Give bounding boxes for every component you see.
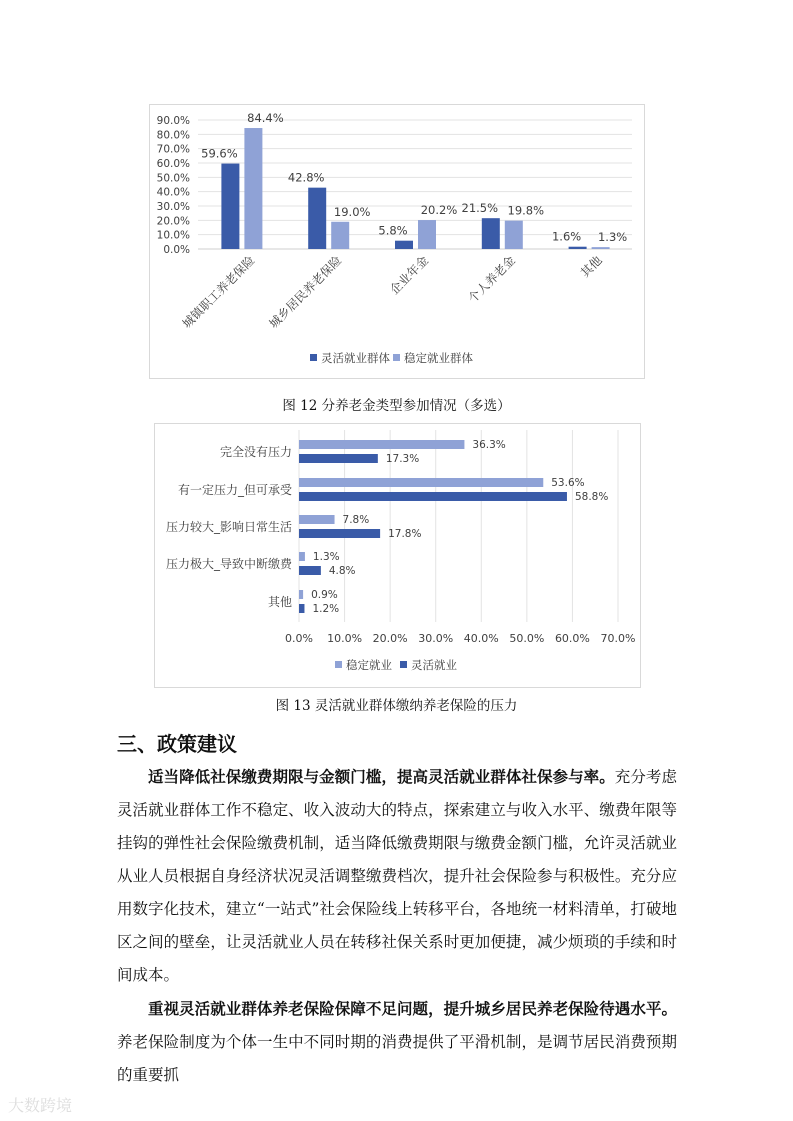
bar-stable: [244, 128, 262, 249]
x-tick-label: 60.0%: [554, 632, 590, 645]
data-label: 59.6%: [201, 146, 238, 161]
x-tick-label: 20.0%: [372, 632, 408, 645]
category-label: 其他: [577, 253, 605, 281]
data-label: 53.6%: [551, 477, 585, 489]
data-label: 84.4%: [247, 111, 284, 126]
bar-flexible: [299, 492, 567, 501]
legend-label: 稳定就业: [346, 658, 392, 672]
data-label: 1.6%: [551, 229, 582, 244]
legend-label: 灵活就业: [411, 658, 457, 672]
bar-flexible: [308, 188, 326, 249]
bar-stable: [505, 221, 523, 249]
legend-label: 稳定就业群体: [404, 351, 473, 365]
data-label: 58.8%: [574, 491, 609, 503]
y-tick-label: 70.0%: [156, 143, 190, 156]
legend-swatch: [310, 354, 317, 361]
x-tick-label: 40.0%: [463, 632, 499, 645]
y-tick-label: 50.0%: [156, 172, 190, 185]
legend-swatch: [400, 661, 407, 668]
y-tick-label: 90.0%: [156, 115, 190, 127]
category-label: 城乡居民养老保险: [266, 253, 345, 332]
category-label: 个人养老金: [465, 253, 518, 306]
y-tick-label: 20.0%: [156, 215, 190, 228]
paragraph-1-lead: 适当降低社保缴费期限与金额门槛，提高灵活就业群体社保参与率。: [148, 767, 615, 786]
bar-stable: [299, 478, 543, 487]
y-tick-label: 60.0%: [156, 158, 190, 170]
x-tick-label: 10.0%: [327, 632, 363, 645]
body-text: [117, 760, 677, 1092]
paragraph-1: [117, 760, 677, 992]
paragraph-2-text: 养老保险制度为个体一生中不同时期的消费提供了平滑机制，是调节居民消费预期的重要抓: [117, 1033, 677, 1084]
paragraph-2: [117, 992, 677, 1092]
data-label: 36.3%: [472, 439, 506, 451]
bar-stable: [299, 515, 335, 524]
watermark-logo: 大数跨境: [8, 1096, 73, 1115]
bar-stable: [418, 220, 436, 249]
x-tick-label: 50.0%: [509, 632, 545, 645]
bar-stable: [299, 440, 464, 449]
category-label: 完全没有压力: [219, 445, 292, 459]
data-label: 5.8%: [378, 223, 408, 238]
bar-chart-svg: [150, 105, 644, 378]
category-label: 压力极大_导致中断缴费: [165, 557, 292, 571]
data-label: 1.3%: [597, 230, 628, 245]
data-label: 1.3%: [312, 551, 340, 563]
paragraph-1-text: 充分考虑灵活就业群体工作不稳定、收入波动大的特点，探索建立与收入水平、缴费年限等挂钩的弹性社会保险缴费机制，适当降低缴费期限与缴费金额门槛，允许灵活就业从业人员根据自身经济状况灵活调整缴费档次，提升社会保险参与积极性。充分应用数字化技术，建立“一站式”社会保险线上转移平台，各地统一材料清单，打破地区之间的壁垒，让灵活就业人员在转移社保关系时更加便捷，减少烦琐的手续和时间成本。: [117, 768, 677, 984]
category-label: 企业年金: [387, 253, 432, 298]
data-label: 42.8%: [287, 170, 325, 185]
legend-swatch: [335, 661, 342, 668]
y-tick-label: 0.0%: [163, 244, 190, 256]
data-label: 4.8%: [328, 565, 356, 577]
bar-flexible: [299, 604, 304, 613]
bar-flexible: [482, 218, 500, 249]
x-tick-label: 0.0%: [285, 632, 313, 645]
y-tick-label: 30.0%: [156, 201, 190, 213]
category-label: 其他: [267, 595, 292, 609]
category-label: 城镇职工养老保险: [179, 253, 258, 332]
paragraph-2-lead: 重视灵活就业群体养老保险保障不足问题，提升城乡居民养老保险待遇水平。: [148, 999, 677, 1018]
category-label: 压力较大_影响日常生活: [165, 520, 292, 534]
bar-flexible: [395, 241, 413, 249]
data-label: 19.8%: [507, 203, 545, 218]
y-tick-label: 80.0%: [156, 129, 190, 142]
bar-flexible: [299, 454, 378, 463]
bar-stable: [299, 590, 303, 599]
legend-label: 灵活就业群体: [321, 351, 390, 365]
chart-pressure: [154, 423, 641, 688]
figure-12-caption: 图 12 分养老金类型参加情况（多选）: [282, 398, 511, 414]
data-label: 17.8%: [388, 528, 422, 540]
legend-swatch: [393, 354, 400, 361]
bar-stable: [592, 247, 610, 249]
y-tick-label: 40.0%: [156, 186, 190, 199]
hbar-chart-svg: [155, 424, 640, 687]
chart-pension-types: [149, 104, 645, 379]
data-label: 20.2%: [420, 203, 458, 218]
data-label: 21.5%: [461, 201, 499, 216]
bar-flexible: [299, 529, 380, 538]
bar-flexible: [569, 247, 587, 249]
bar-stable: [299, 552, 305, 561]
bar-flexible: [221, 164, 239, 249]
data-label: 7.8%: [342, 514, 370, 526]
x-tick-label: 70.0%: [600, 632, 636, 645]
category-label: 有一定压力_但可承受: [177, 483, 292, 497]
figure-13-caption: 图 13 灵活就业群体缴纳养老保险的压力: [275, 698, 518, 714]
y-tick-label: 10.0%: [156, 229, 190, 242]
bar-stable: [331, 222, 349, 249]
bar-flexible: [299, 566, 321, 575]
data-label: 19.0%: [333, 204, 371, 219]
section-heading: 三、政策建议: [117, 732, 237, 756]
data-label: 1.2%: [312, 603, 340, 615]
x-tick-label: 30.0%: [418, 632, 454, 645]
data-label: 17.3%: [385, 453, 420, 465]
data-label: 0.9%: [311, 589, 338, 601]
